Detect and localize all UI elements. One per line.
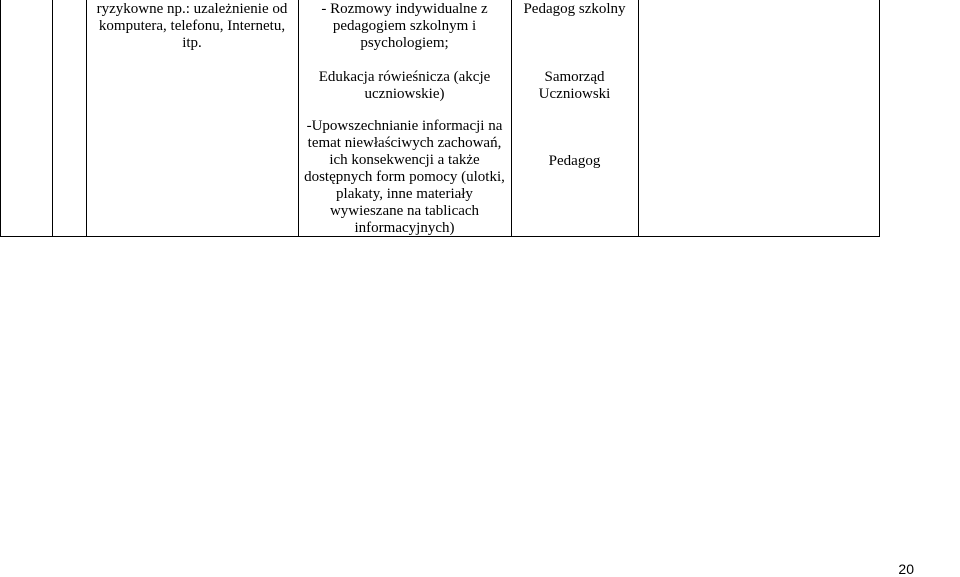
table-cell-responsible-student-council: Samorząd Uczniowski bbox=[538, 69, 611, 102]
table-border-left bbox=[0, 0, 1, 237]
table-column-divider bbox=[52, 0, 53, 237]
table-cell-actions-individual-talks: - Rozmowy indywidualne z pedagogiem szkolnym i psychologiem; bbox=[321, 1, 488, 51]
page-number: 20 bbox=[898, 561, 914, 577]
table-cell-responsible-pedagogue: Pedagog bbox=[548, 153, 601, 169]
table-cell-actions-information: -Upowszechnianie informacji na temat niewłaściwych zachowań, ich konsekwencji a także dostępnych form pomocy (ulotki, plakaty, inne materiały wywieszane na tablicach informacyjnych) bbox=[304, 118, 505, 236]
table-column-divider bbox=[638, 0, 639, 237]
table-column-divider bbox=[511, 0, 512, 237]
table-cell-risk-behaviors: ryzykowne np.: uzależnienie od komputera, telefonu, Internetu, itp. bbox=[96, 1, 288, 51]
table-border-right bbox=[879, 0, 880, 237]
table-column-divider bbox=[86, 0, 87, 237]
table-cell-responsible-school-pedagogue: Pedagog szkolny bbox=[523, 1, 626, 17]
table-cell-actions-peer-education: Edukacja rówieśnicza (akcje uczniowskie) bbox=[318, 69, 491, 102]
table-column-divider bbox=[298, 0, 299, 237]
